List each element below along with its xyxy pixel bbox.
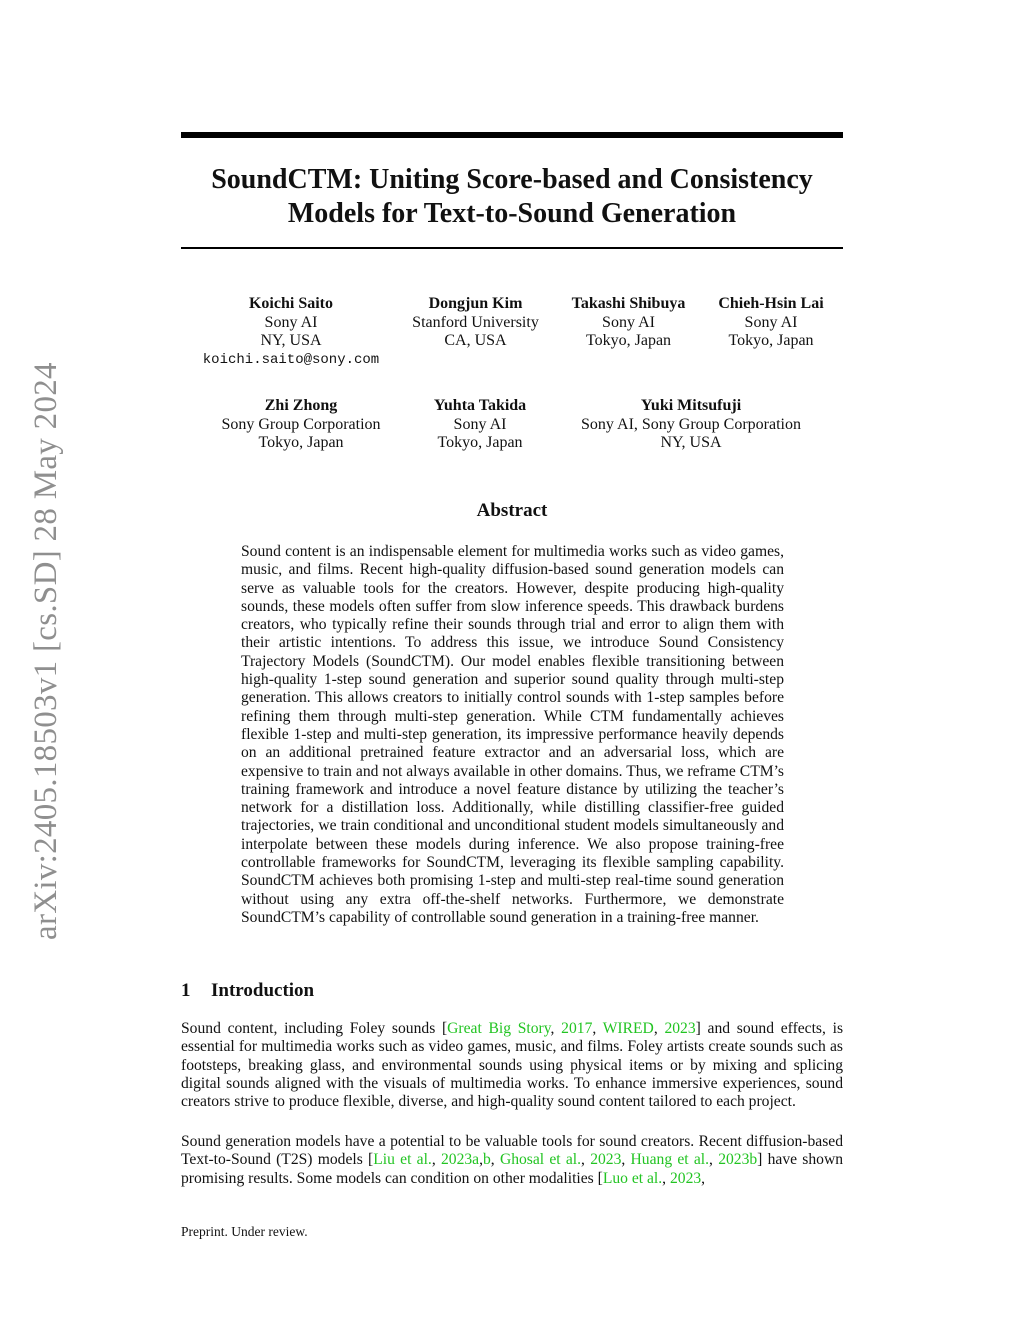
author-name: Yuki Mitsufuji bbox=[640, 397, 742, 414]
text-run: , bbox=[479, 1151, 483, 1169]
text-run: , bbox=[431, 1151, 441, 1169]
intro-paragraph-2 bbox=[181, 1133, 843, 1188]
title-line-1: SoundCTM: Uniting Score-based and Consistency bbox=[211, 164, 813, 195]
author-name: Dongjun Kim bbox=[428, 295, 523, 312]
author-affiliation: Sony AI bbox=[744, 313, 798, 331]
citation-link[interactable]: 2023b bbox=[718, 1151, 758, 1169]
author-name: Takashi Shibuya bbox=[571, 295, 686, 312]
author-affiliation: Sony AI bbox=[453, 415, 507, 433]
citation-link[interactable]: Liu et al. bbox=[373, 1151, 432, 1169]
paper-title bbox=[181, 163, 843, 231]
abstract-text: Sound content is an indispensable element for multimedia works such as video games, music, and films. Recent high-quality diffusion-based sound generation models can serve as valuable tools for the creators. However, despite producing high-quality sounds, these models often suffer from slow inference speeds. This drawback burdens creators, who typically refine their sounds through trial and error to align them with their artistic intentions. To address this issue, we introduce Sound Consistency Trajectory Models (SoundCTM). Our model enables flexible transitioning between high-quality 1-step sound generation and superior sound quality through multi-step generation. This allows creators to initially control sounds with 1-step samples before refining them through multi-step generation. While CTM fundamentally achieves flexible 1-step and multi-step generation, its impressive performance heavily depends on an additional pretrained feature extractor and an adversarial loss, which are expensive to train and not always available in other domains. Thus, we reframe CTM’s training framework and introduce a novel feature distance by utilizing the teacher’s network for a distillation loss. Additionally, while distilling classifier-free guided trajectories, we train conditional and unconditional student models simultaneously and interpolate between these models during inference. We also propose training-free controllable frameworks for SoundCTM, leveraging its flexible sampling capability. SoundCTM achieves both promising 1-step and multi-step real-time sound generation without using any extra off-the-shelf networks. Furthermore, we demonstrate SoundCTM’s capability of controllable sound generation in a training-free manner. bbox=[241, 543, 784, 926]
author-block bbox=[201, 295, 381, 369]
citation-link[interactable]: Great Big Story bbox=[447, 1020, 551, 1037]
citation-link[interactable]: 2023 bbox=[590, 1151, 622, 1169]
citation-link[interactable]: 2017 bbox=[561, 1020, 593, 1037]
text-run: , bbox=[709, 1151, 719, 1169]
author-location: Tokyo, Japan bbox=[258, 434, 344, 451]
author-block bbox=[420, 397, 540, 453]
author-block bbox=[400, 295, 551, 351]
author-location: Tokyo, Japan bbox=[585, 332, 672, 349]
author-location: Tokyo, Japan bbox=[728, 332, 814, 349]
text-run: , bbox=[490, 1151, 500, 1169]
title-rule-top bbox=[181, 132, 843, 138]
text-run: , bbox=[581, 1151, 591, 1169]
author-name: Zhi Zhong bbox=[264, 397, 338, 414]
section-title-text: Introduction bbox=[211, 980, 315, 1001]
author-block bbox=[566, 397, 816, 453]
text-run: Sound generation models have a potential to be valuable tools for sound creators. Recent diffusion-based Text-to-Sound (T2S) models [ bbox=[181, 1133, 843, 1169]
citation-link[interactable]: 2023 bbox=[664, 1020, 696, 1037]
citation-link[interactable]: 2023 bbox=[669, 1169, 702, 1187]
author-affiliation: Sony Group Corporation bbox=[221, 415, 381, 433]
author-block bbox=[708, 295, 834, 351]
title-rule-bottom bbox=[181, 247, 843, 249]
author-location: NY, USA bbox=[660, 434, 722, 451]
text-run: ] and sound effects, is essential for multimedia works such as video games, music, and films. Foley artists create sounds such as footsteps, breaking glass, and environmental sounds using physical items or by mixing and splicing digital sounds aligned with the visuals of multimedia works. To enhance immersive experiences, sound creators strive to produce flexible, diverse, and high-quality sound content tailored to each project. bbox=[181, 1020, 844, 1111]
author-email[interactable]: koichi.saito@sony.com bbox=[202, 351, 380, 368]
author-block bbox=[563, 295, 694, 351]
author-affiliation: Sony AI bbox=[264, 313, 318, 331]
footer-note: Preprint. Under review. bbox=[181, 1224, 308, 1239]
citation-link[interactable]: Huang et al. bbox=[630, 1151, 710, 1169]
text-run: ] have shown promising results. Some models can condition on other modalities [ bbox=[181, 1151, 844, 1187]
citation-link[interactable]: Luo et al. bbox=[602, 1169, 663, 1187]
author-affiliation: Sony AI bbox=[602, 313, 655, 331]
text-run: , bbox=[550, 1020, 562, 1037]
text-run: , bbox=[662, 1169, 670, 1187]
author-location: CA, USA bbox=[444, 332, 507, 349]
author-block bbox=[211, 397, 391, 453]
citation-link[interactable]: Ghosal et al. bbox=[499, 1151, 582, 1169]
author-name: Yuhta Takida bbox=[433, 397, 527, 414]
section-number: 1 bbox=[181, 980, 191, 1001]
text-run: , bbox=[592, 1020, 603, 1037]
text-run: Sound content, including Foley sounds [ bbox=[181, 1020, 448, 1037]
author-name: Koichi Saito bbox=[248, 295, 333, 312]
citation-link[interactable]: b bbox=[483, 1151, 491, 1169]
author-affiliation: Stanford University bbox=[412, 313, 539, 331]
author-location: NY, USA bbox=[260, 332, 322, 349]
author-location: Tokyo, Japan bbox=[437, 434, 523, 451]
text-run: , bbox=[701, 1169, 706, 1187]
author-name: Chieh-Hsin Lai bbox=[718, 295, 824, 312]
citation-link[interactable]: WIRED bbox=[602, 1020, 654, 1037]
intro-paragraph-1 bbox=[181, 1020, 843, 1111]
text-run: , bbox=[653, 1020, 665, 1037]
abstract-heading: Abstract bbox=[476, 500, 548, 521]
arxiv-identifier[interactable]: arXiv:2405.18503v1 [cs.SD] 28 May 2024 bbox=[28, 362, 64, 940]
title-line-2: Models for Text-to-Sound Generation bbox=[287, 198, 737, 229]
citation-link[interactable]: 2023a bbox=[440, 1151, 480, 1169]
author-affiliation: Sony AI, Sony Group Corporation bbox=[581, 415, 801, 433]
text-run: , bbox=[621, 1151, 631, 1169]
section-heading bbox=[181, 980, 314, 1002]
